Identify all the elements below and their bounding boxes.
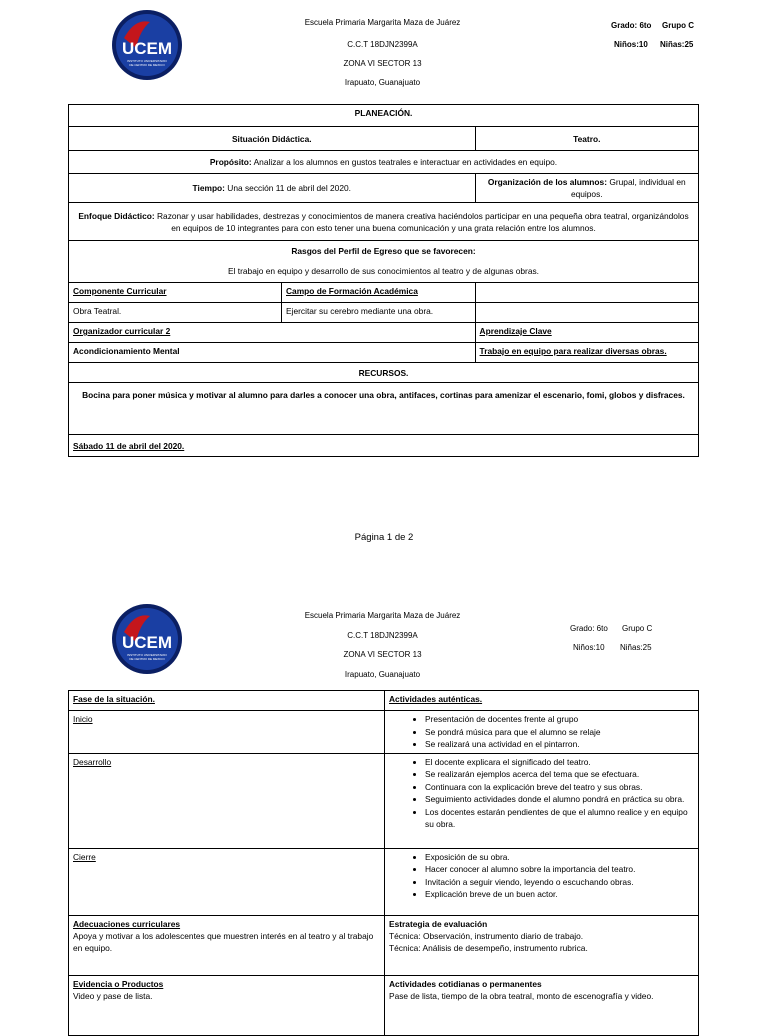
estrategia: Estrategia de evaluación Técnica: Observación, instrumento diario de trabajo. Técnica: Análisis de desempeño, instrumento rubrica. [385, 915, 699, 975]
school-city: Irapuato, Guanajuato [344, 670, 421, 679]
empty-cell [475, 283, 698, 303]
list-item: • Los docentes estarán pendientes de que el alumno realice y en equipo su obra. [425, 806, 694, 831]
organizacion: Organización de los alumnos: Grupal, individual en equipos. [475, 174, 698, 203]
organizador-label: Organizador curricular 2 [69, 323, 476, 343]
cotidianas: Actividades cotidianas o permanentes Pase de lista, tiempo de la obra teatral, monto de escenografía y video. [385, 975, 699, 1035]
school-zone: ZONA VI SECTOR 13 [343, 59, 422, 68]
desarrollo-activities [385, 753, 699, 848]
aprendizaje-label: Aprendizaje Clave [475, 323, 698, 343]
svg-text:DE CENTRO DE MEXICO: DE CENTRO DE MEXICO [129, 63, 165, 67]
organizador-value: Acondicionamiento Mental [69, 343, 476, 363]
boys-count: Niños:10 [614, 40, 648, 49]
enfoque: Enfoque Didáctico: Razonar y usar habilidades, destrezas y conocimientos de manera creativa haciéndolos participar en una pequeña obra teatral, organizándolos en equipos de 10 integrantes para con esto tener una buena comunicación y una grata relación entre los alumnos. [69, 203, 699, 241]
cierre-activities [385, 848, 699, 915]
list-item: • Hacer conocer al alumno sobre la importancia del teatro. [425, 863, 694, 876]
actividades-header: Actividades auténticas. [385, 691, 699, 711]
planeacion-title: PLANEACIÓN. [69, 105, 699, 127]
list-item: • Continuara con la explicación breve del teatro y sus obras. [425, 781, 694, 794]
aprendizaje-value: Trabajo en equipo para realizar diversas obras. [475, 343, 698, 363]
recursos-value: Bocina para poner música y motivar al alumno para darles a conocer una obra, antifaces, cortinas para amenizar el escenario, fomi, globos y disfraces. [69, 383, 699, 435]
planeacion-table [68, 104, 699, 457]
ucem-logo [110, 602, 184, 676]
list-item: • Invitación a seguir viendo, leyendo o escuchando obras. [425, 876, 694, 889]
school-name: Escuela Primaria Margarita Maza de Juárez [304, 18, 461, 27]
fase-header: Fase de la situación. [69, 691, 385, 711]
situacion-label: Situación Didáctica. [69, 127, 476, 151]
boys-count: Niños:10 [573, 643, 605, 652]
school-zone: ZONA VI SECTOR 13 [343, 650, 422, 659]
group: Grupo C [622, 624, 653, 633]
svg-text:DE CENTRO DE MEXICO: DE CENTRO DE MEXICO [129, 657, 165, 661]
list-item: • Se realizará una actividad en el pintarron. [425, 738, 694, 751]
svg-text:UCEM: UCEM [121, 633, 173, 652]
school-cct: C.C.T 18DJN2399A [347, 631, 418, 640]
proposito: Propósito: Analizar a los alumnos en gustos teatrales e interactuar en actividades en equipo. [69, 151, 699, 174]
desarrollo-label: Desarrollo [69, 753, 385, 848]
grade: Grado: 6to [611, 21, 652, 30]
empty-cell [475, 303, 698, 323]
list-item: • Presentación de docentes frente al grupo [425, 713, 694, 726]
session-date: Sábado 11 de abril del 2020. [69, 435, 699, 457]
campo-value: Ejercitar su cerebro mediante una obra. [282, 303, 476, 323]
adecuaciones: Adecuaciones curriculares Apoya y motivar a los adolescentes que muestren interés en al teatro y al trabajo en equipo. [69, 915, 385, 975]
activities-table [68, 690, 699, 1036]
school-cct: C.C.T 18DJN2399A [347, 40, 418, 49]
svg-text:INSTITUTO UNIVERSITARIO: INSTITUTO UNIVERSITARIO [127, 59, 167, 63]
list-item: • Seguimiento actividades donde el alumno pondrá en práctica su obra. [425, 793, 694, 806]
componente-label: Componente Curricular [69, 283, 282, 303]
page-number: Página 1 de 2 [354, 532, 414, 543]
inicio-activities [385, 711, 699, 754]
inicio-label: Inicio [69, 711, 385, 754]
list-item: • Se realizarán ejemplos acerca del tema que se efectuara. [425, 768, 694, 781]
cierre-label: Cierre [69, 848, 385, 915]
girls-count: Niñas:25 [620, 643, 652, 652]
svg-text:UCEM: UCEM [121, 39, 173, 58]
school-name: Escuela Primaria Margarita Maza de Juárez [304, 611, 461, 620]
campo-label: Campo de Formación Académica [282, 283, 476, 303]
list-item: • Se pondrá música para que el alumno se relaje [425, 726, 694, 739]
componente-value: Obra Teatral. [69, 303, 282, 323]
recursos-title: RECURSOS. [69, 363, 699, 383]
list-item: • Explicación breve de un buen actor. [425, 888, 694, 901]
list-item: • El docente explicara el significado del teatro. [425, 756, 694, 769]
group: Grupo C [662, 21, 694, 30]
girls-count: Niñas:25 [660, 40, 694, 49]
tiempo: Tiempo: Una sección 11 de abril del 2020. [69, 174, 476, 203]
list-item: • Exposición de su obra. [425, 851, 694, 864]
rasgos: Rasgos del Perfil de Egreso que se favorecen: El trabajo en equipo y desarrollo de sus conocimientos al teatro y de algunas obras. [69, 241, 699, 283]
school-city: Irapuato, Guanajuato [344, 78, 421, 87]
situacion-value: Teatro. [475, 127, 698, 151]
ucem-logo [110, 8, 184, 82]
svg-text:INSTITUTO UNIVERSITARIO: INSTITUTO UNIVERSITARIO [127, 653, 167, 657]
evidencia: Evidencia o Productos Video y pase de lista. [69, 975, 385, 1035]
grade: Grado: 6to [570, 624, 608, 633]
